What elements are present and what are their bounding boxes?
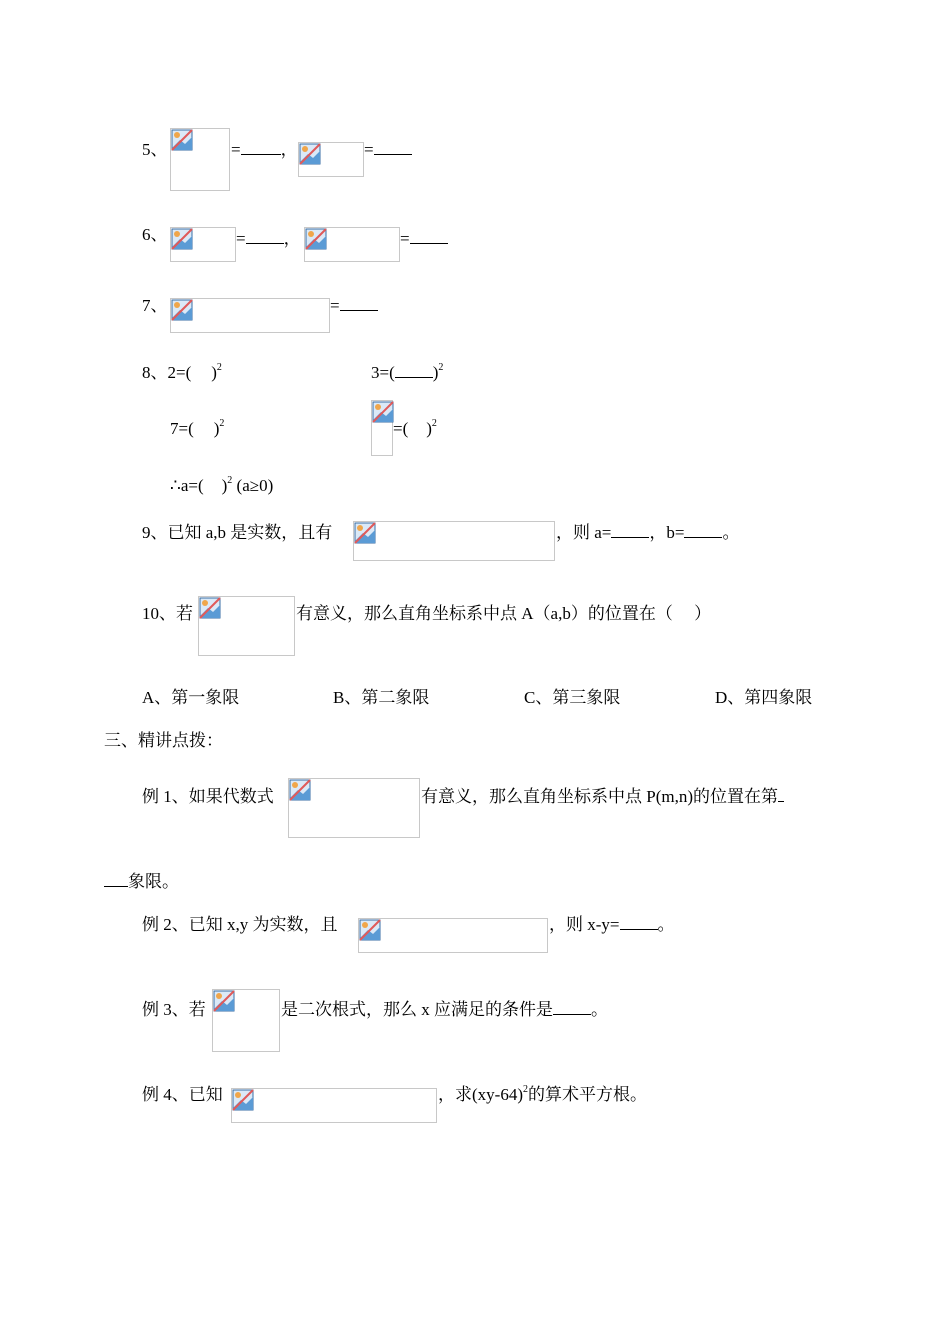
ex1-tail: 有意义，那么直角坐标系中点 P(m,n)的位置在第 [421, 787, 784, 807]
q5-label: 5、 [142, 140, 168, 159]
q7-formula-image [170, 298, 330, 333]
q8-formula-image [371, 400, 393, 456]
q10-option-b[interactable]: B、第二象限 [333, 688, 430, 707]
broken-image-icon [354, 522, 376, 544]
answer-blank[interactable] [374, 140, 412, 155]
broken-image-icon [171, 228, 193, 250]
q9-formula-image [353, 521, 555, 561]
q10-option-c[interactable]: C、第三象限 [524, 688, 621, 707]
answer-blank[interactable] [620, 915, 658, 930]
answer-blank[interactable] [246, 229, 284, 244]
broken-image-icon [289, 779, 311, 801]
answer-blank[interactable] [340, 296, 378, 311]
broken-image-icon [372, 401, 394, 423]
answer-blank[interactable] [410, 229, 448, 244]
q8-row2-left: 7=( )$^2$ [170, 418, 225, 438]
q10-tail: 有意义，那么直角坐标系中点 A（a,b）的位置在（ ） [296, 604, 712, 623]
ex4-text: 例 4、已知 [142, 1085, 223, 1104]
q6-label: 6、 [142, 225, 168, 244]
q6-answer-2 [400, 229, 448, 249]
q10-option-a[interactable]: A、第一象限 [142, 688, 240, 707]
ex3-formula-image [212, 989, 280, 1052]
answer-blank[interactable] [395, 363, 433, 378]
ex2-tail: ，则 x-y= 。 [549, 915, 675, 934]
answer-blank[interactable] [553, 1000, 591, 1015]
q7-answer [330, 296, 378, 316]
equals-sign: = [364, 140, 374, 159]
broken-image-icon [232, 1089, 254, 1111]
separator: ， [280, 140, 298, 159]
q8-row1-left: 8、2=( )$^2$ [142, 362, 222, 382]
answer-blank[interactable] [684, 523, 722, 538]
equals-sign: = [330, 296, 340, 315]
ex1-cont: 象限。 [104, 872, 179, 892]
separator: ， [283, 229, 301, 248]
equals-sign: = [231, 140, 241, 159]
q7-label: 7、 [142, 296, 168, 315]
q5-formula-image-2 [298, 142, 364, 177]
ex3-tail: 是二次根式，那么 x 应满足的条件是 。 [281, 1000, 608, 1019]
q8-row2-right: =( )$^2$ [393, 418, 437, 438]
q5-formula-image-1 [170, 128, 230, 191]
broken-image-icon [299, 143, 321, 165]
answer-blank[interactable] [104, 872, 128, 887]
broken-image-icon [359, 919, 381, 941]
answer-blank[interactable] [241, 140, 281, 155]
q10-text: 10、若 [142, 604, 193, 623]
broken-image-icon [305, 228, 327, 250]
ex4-tail: ，求$(xy-64)^2$的算术平方根。 [438, 1084, 647, 1104]
broken-image-icon [213, 990, 235, 1012]
equals-sign: = [400, 229, 410, 248]
q6-formula-image-2 [304, 227, 400, 262]
q6-answer-1 [236, 229, 301, 249]
q9-text: 9、已知 a,b 是实数，且有 [142, 523, 333, 542]
q6-formula-image-1 [170, 227, 236, 262]
ex2-text: 例 2、已知 x,y 为实数，且 [142, 915, 338, 934]
q8-row1-right: 3=( )$^2$ [371, 362, 444, 382]
broken-image-icon [199, 597, 221, 619]
ex4-formula-image [231, 1088, 437, 1123]
ex3-text: 例 3、若 [142, 1000, 206, 1019]
q5-answer-1 [231, 140, 298, 160]
q10-option-d[interactable]: D、第四象限 [715, 688, 813, 707]
answer-blank[interactable] [778, 787, 784, 802]
broken-image-icon [171, 129, 193, 151]
broken-image-icon [171, 299, 193, 321]
q10-formula-image [198, 596, 295, 656]
answer-blank[interactable] [611, 523, 649, 538]
ex2-formula-image [358, 918, 548, 953]
equals-sign: = [236, 229, 246, 248]
ex1-formula-image [288, 778, 420, 838]
ex1-text: 例 1、如果代数式 [142, 787, 274, 806]
section-heading: 三、精讲点拨： [104, 731, 223, 750]
q9-tail: ，则 a= ，b= 。 [556, 523, 740, 542]
q5-answer-2 [364, 140, 412, 160]
q8-conclusion: ∴a=( )$^2$ (a≥0) [170, 475, 274, 495]
